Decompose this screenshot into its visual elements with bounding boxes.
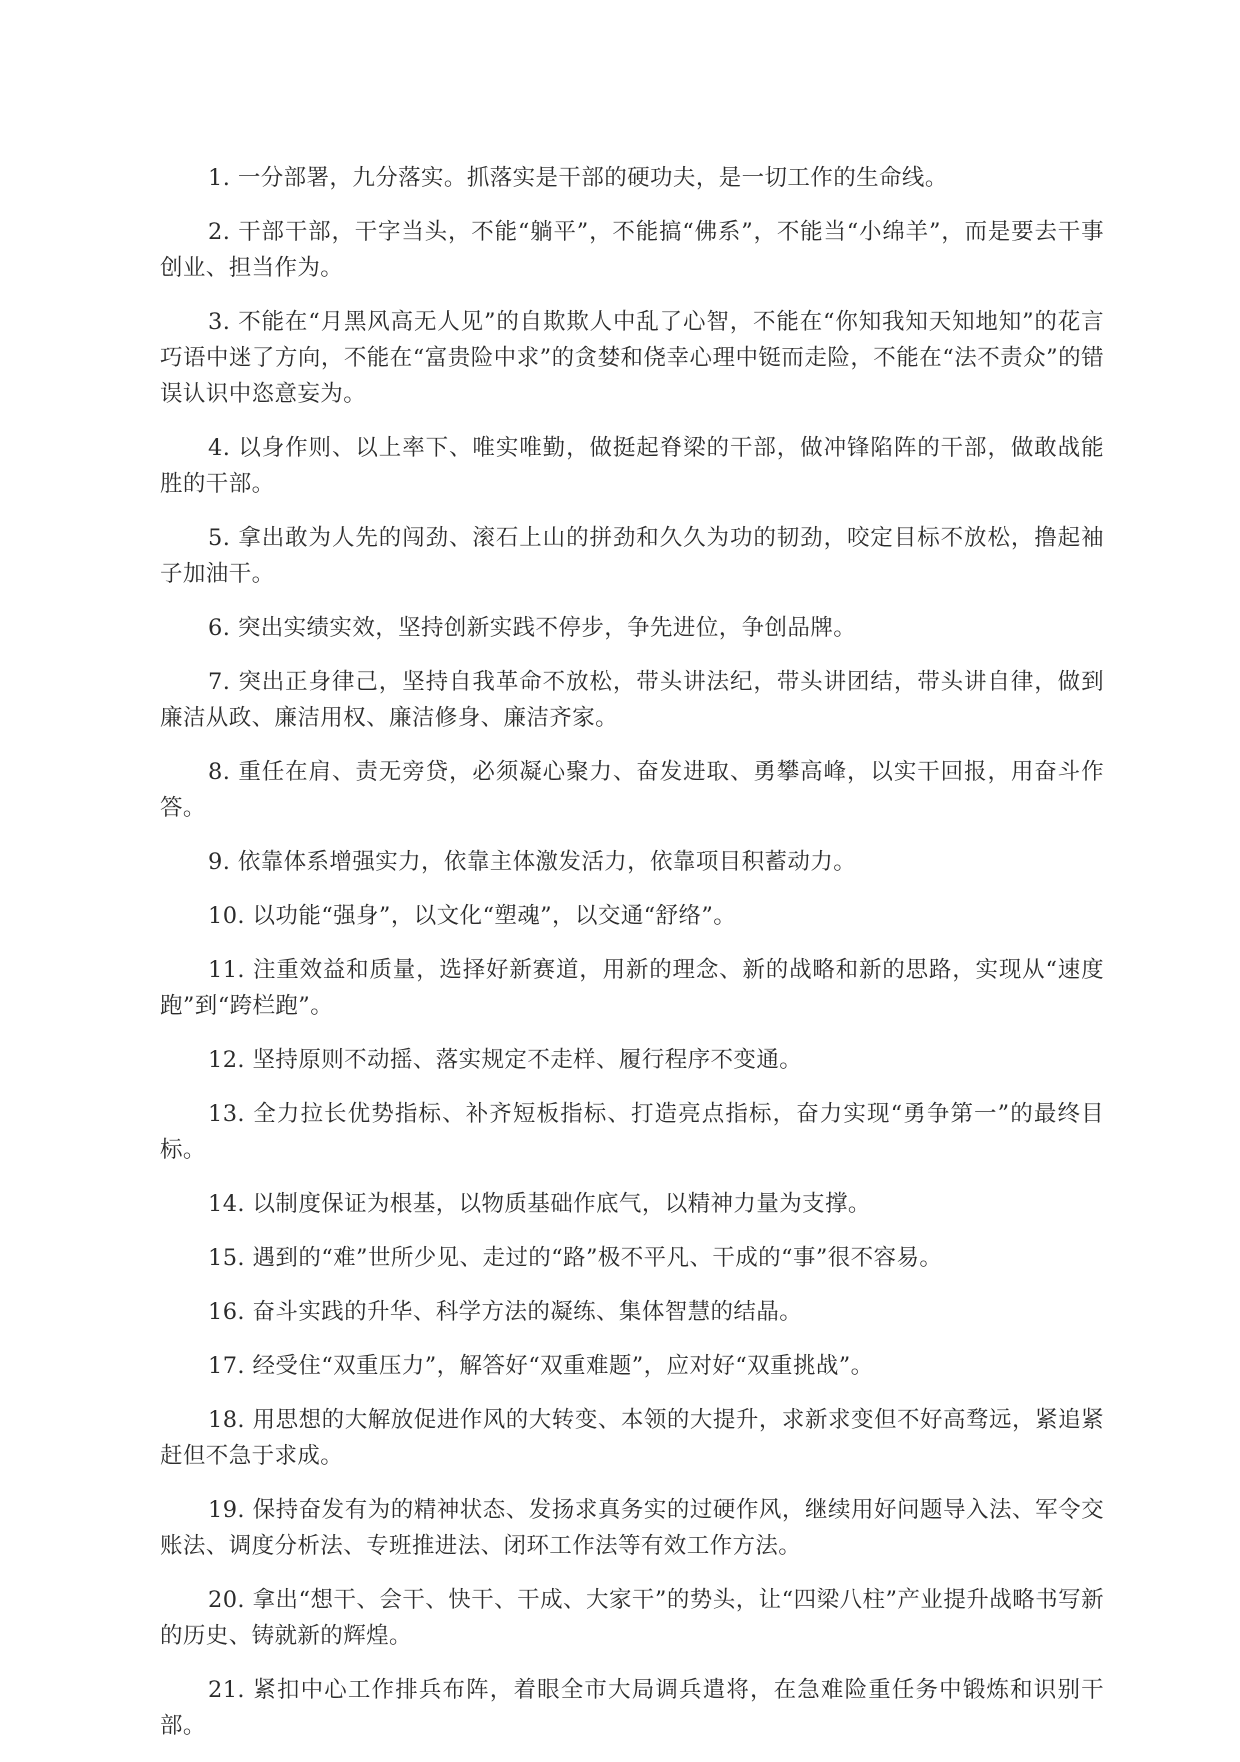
paragraph-19: 19. 保持奋发有为的精神状态、发扬求真务实的过硬作风，继续用好问题导入法、军令交账法、调度分析法、专班推进法、闭环工作法等有效工作方法。 (160, 1497, 1104, 1559)
paragraph-3: 3. 不能在“月黑风高无人见”的自欺欺人中乱了心智，不能在“你知我知天知地知”的花言巧语中迷了方向，不能在“富贵险中求”的贪婪和侥幸心理中铤而走险，不能在“法不责众”的错误认识中恣意妄为。 (160, 309, 1104, 407)
paragraph-18: 18. 用思想的大解放促进作风的大转变、本领的大提升，求新求变但不好高骛远，紧追紧赶但不急于求成。 (160, 1407, 1104, 1469)
paragraph-16: 16. 奋斗实践的升华、科学方法的凝练、集体智慧的结晶。 (208, 1299, 803, 1325)
paragraph-12: 12. 坚持原则不动摇、落实规定不走样、履行程序不变通。 (208, 1047, 803, 1073)
paragraph-9: 9. 依靠体系增强实力，依靠主体激发活力，依靠项目积蓄动力。 (208, 849, 857, 875)
paragraph-20: 20. 拿出“想干、会干、快干、干成、大家干”的势头，让“四梁八柱”产业提升战略书写新的历史、铸就新的辉煌。 (160, 1587, 1104, 1649)
paragraph-10: 10. 以功能“强身”，以文化“塑魂”，以交通“舒络”。 (208, 903, 737, 929)
paragraph-5: 5. 拿出敢为人先的闯劲、滚石上山的拼劲和久久为功的韧劲，咬定目标不放松，撸起袖子加油干。 (160, 525, 1104, 587)
paragraph-11: 11. 注重效益和质量，选择好新赛道，用新的理念、新的战略和新的思路，实现从“速度跑”到“跨栏跑”。 (160, 957, 1104, 1019)
paragraph-17: 17. 经受住“双重压力”，解答好“双重难题”，应对好“双重挑战”。 (208, 1353, 874, 1379)
paragraph-8: 8. 重任在肩、责无旁贷，必须凝心聚力、奋发进取、勇攀高峰，以实干回报，用奋斗作答。 (160, 759, 1104, 821)
document-body (160, 160, 1104, 1762)
paragraph-15: 15. 遇到的“难”世所少见、走过的“路”极不平凡、干成的“事”很不容易。 (208, 1245, 943, 1271)
paragraph-2: 2. 干部干部，干字当头，不能“躺平”，不能搞“佛系”，不能当“小绵羊”，而是要去干事创业、担当作为。 (160, 219, 1104, 281)
paragraph-4: 4. 以身作则、以上率下、唯实唯勤，做挺起脊梁的干部，做冲锋陷阵的干部，做敢战能胜的干部。 (160, 435, 1104, 497)
paragraph-6: 6. 突出实绩实效，坚持创新实践不停步，争先进位，争创品牌。 (208, 615, 857, 641)
paragraph-21: 21. 紧扣中心工作排兵布阵，着眼全市大局调兵遣将，在急难险重任务中锻炼和识别干部。 (160, 1677, 1104, 1739)
paragraph-7: 7. 突出正身律己，坚持自我革命不放松，带头讲法纪，带头讲团结，带头讲自律，做到廉洁从政、廉洁用权、廉洁修身、廉洁齐家。 (160, 669, 1104, 731)
paragraph-14: 14. 以制度保证为根基，以物质基础作底气，以精神力量为支撑。 (208, 1191, 871, 1217)
paragraph-13: 13. 全力拉长优势指标、补齐短板指标、打造亮点指标，奋力实现“勇争第一”的最终目标。 (160, 1101, 1104, 1163)
paragraph-1: 1. 一分部署，九分落实。抓落实是干部的硬功夫，是一切工作的生命线。 (208, 165, 948, 191)
